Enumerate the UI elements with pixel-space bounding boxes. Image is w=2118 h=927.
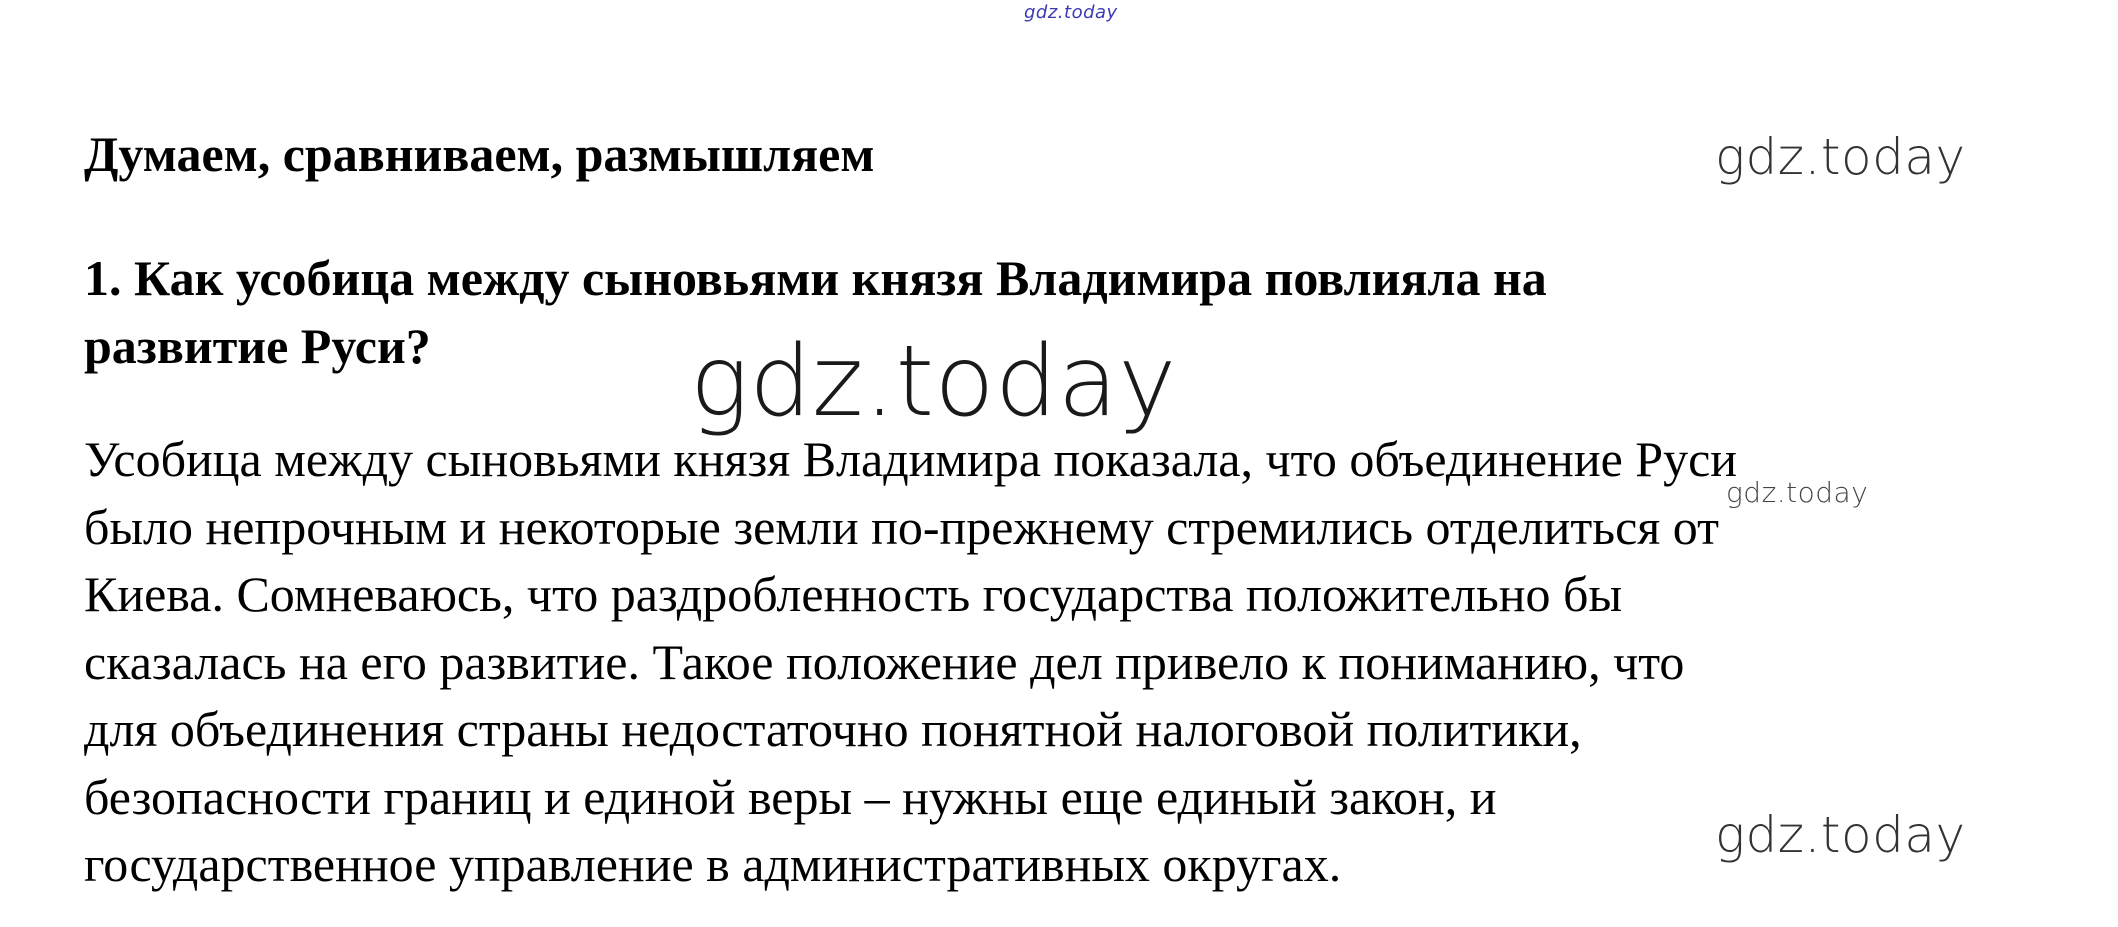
watermark-bottom: gdz.today xyxy=(1715,806,1966,864)
question-line: развитие Руси? xyxy=(84,318,431,374)
section-heading: Думаем, сравниваем, размышляем xyxy=(84,126,875,182)
answer-line: было непрочным и некоторые земли по-прежнему стремились отделиться от xyxy=(84,498,1719,555)
watermark-right-top: gdz.today xyxy=(1715,128,1966,186)
answer-line: Киева. Сомневаюсь, что раздробленность государства положительно бы xyxy=(84,566,1623,622)
watermark-center: gdz.today xyxy=(690,325,1177,439)
watermark-small: gdz.today xyxy=(1726,476,1869,509)
answer-line: безопасности границ и единой веры – нужны еще единый закон, и xyxy=(84,768,1497,825)
watermark-top: gdz.today xyxy=(1024,2,1118,23)
answer-line: Усобица между сыновьями князя Владимира показала, что объединение Руси xyxy=(84,431,1738,487)
answer-line: государственное управление в административных округах. xyxy=(84,836,1342,892)
answer-line: для объединения страны недостаточно понятной налоговой политики, xyxy=(84,701,1582,757)
question-line: 1. Как усобица между сыновьями князя Владимира повлияла на xyxy=(84,250,1547,306)
answer-line: сказалась на его развитие. Такое положение дел привело к пониманию, что xyxy=(84,633,1685,690)
